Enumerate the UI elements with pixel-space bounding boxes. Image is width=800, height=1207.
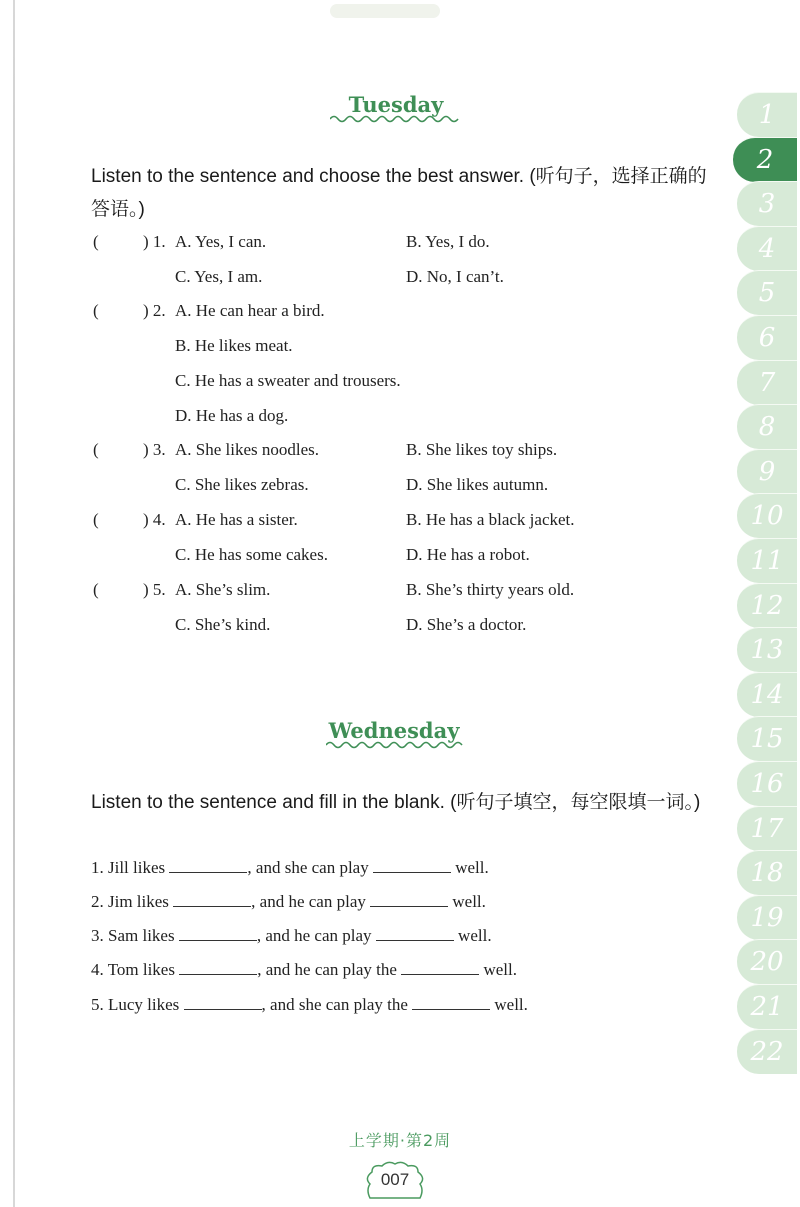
blank-input[interactable] — [401, 960, 479, 975]
option-b: B. She’s thirty years old. — [406, 580, 575, 599]
wednesday-instruction: Listen to the sentence and fill in the blank. (听句子填空，每空限填一词。) — [91, 792, 701, 813]
tab-week-17[interactable]: 17 — [737, 806, 797, 851]
answer-bracket[interactable]: ( — [93, 510, 99, 529]
fill-item-4 — [91, 960, 517, 980]
fill-item-1 — [91, 858, 489, 878]
book-spine-shadow — [13, 0, 15, 1207]
blank-input[interactable] — [373, 858, 451, 873]
option-a: A. He has a sister. — [175, 510, 298, 529]
question-number: ) 5. — [143, 580, 166, 599]
tab-week-14[interactable]: 14 — [737, 672, 797, 717]
option-d: D. He has a dog. — [175, 406, 289, 425]
tab-week-6[interactable]: 6 — [737, 315, 797, 360]
item-text: 4. Tom likes — [91, 960, 180, 979]
option-a: A. She likes noodles. — [175, 440, 320, 459]
week-tabs — [737, 92, 800, 1082]
option-d: D. She’s a doctor. — [406, 615, 527, 634]
tab-week-10[interactable]: 10 — [737, 493, 797, 538]
item-text: 2. Jim likes — [91, 892, 174, 911]
wednesday-wave-underline — [326, 740, 466, 750]
tab-week-9[interactable]: 9 — [737, 449, 797, 494]
answer-bracket[interactable]: ( — [93, 580, 99, 599]
item-text: , and she can play the — [261, 995, 413, 1014]
item-text: well. — [450, 858, 489, 877]
option-d: D. No, I can’t. — [406, 267, 504, 286]
tab-week-22[interactable]: 22 — [737, 1029, 797, 1074]
tab-week-12[interactable]: 12 — [737, 583, 797, 628]
tab-week-1[interactable]: 1 — [737, 92, 797, 137]
tuesday-title: Tuesday — [348, 92, 444, 117]
question-number: ) 1. — [143, 232, 166, 251]
option-c: C. He has some cakes. — [175, 545, 328, 564]
option-d: D. She likes autumn. — [406, 475, 549, 494]
tab-week-11[interactable]: 11 — [737, 538, 797, 583]
item-text: well. — [479, 960, 517, 979]
option-b: B. Yes, I do. — [406, 232, 490, 251]
tab-week-3[interactable]: 3 — [737, 181, 797, 226]
answer-bracket[interactable]: ( — [93, 440, 99, 459]
item-text: 1. Jill likes — [91, 858, 170, 877]
option-b: B. He likes meat. — [175, 336, 293, 355]
option-a: A. He can hear a bird. — [175, 301, 325, 320]
option-b: B. He has a black jacket. — [406, 510, 575, 529]
option-b: B. She likes toy ships. — [406, 440, 558, 459]
tab-week-5[interactable]: 5 — [737, 270, 797, 315]
option-a: A. Yes, I can. — [175, 232, 267, 251]
fill-item-2 — [91, 892, 486, 912]
blank-input[interactable] — [184, 995, 262, 1010]
tab-week-13[interactable]: 13 — [737, 627, 797, 672]
tab-week-4[interactable]: 4 — [737, 226, 797, 271]
item-text: , and he can play — [256, 926, 376, 945]
item-text: , and he can play the — [257, 960, 402, 979]
option-d: D. He has a robot. — [406, 545, 530, 564]
option-c: C. She likes zebras. — [175, 475, 309, 494]
item-text: well. — [453, 926, 492, 945]
blank-input[interactable] — [179, 960, 257, 975]
header-smudge — [330, 4, 440, 18]
question-number: ) 4. — [143, 510, 166, 529]
wednesday-title: Wednesday — [328, 718, 460, 743]
page-number-badge — [360, 1160, 430, 1200]
tab-week-21[interactable]: 21 — [737, 984, 797, 1029]
item-text: , and she can play — [247, 858, 373, 877]
answer-bracket[interactable]: ( — [93, 301, 99, 320]
blank-input[interactable] — [173, 892, 251, 907]
question-number: ) 2. — [143, 301, 166, 320]
blank-input[interactable] — [370, 892, 448, 907]
item-text: 3. Sam likes — [91, 926, 179, 945]
tab-week-18[interactable]: 18 — [737, 850, 797, 895]
option-a: A. She’s slim. — [175, 580, 271, 599]
answer-bracket[interactable]: ( — [93, 232, 99, 251]
blank-input[interactable] — [376, 926, 454, 941]
tab-week-2[interactable]: 2 — [733, 137, 797, 182]
footer-term-label: 上学期·第2周 — [348, 1131, 452, 1150]
tuesday-wave-underline — [330, 114, 462, 124]
option-c: C. He has a sweater and trousers. — [175, 371, 401, 390]
item-text: , and he can play — [251, 892, 371, 911]
tuesday-instruction: Listen to the sentence and choose the best answer. (听句子，选择正确的答语。) — [91, 166, 707, 220]
tab-week-19[interactable]: 19 — [737, 895, 797, 940]
page-number: 007 — [380, 1170, 410, 1189]
option-c: C. She’s kind. — [175, 615, 271, 634]
tab-week-20[interactable]: 20 — [737, 939, 797, 984]
option-c: C. Yes, I am. — [175, 267, 263, 286]
item-text: well. — [448, 892, 486, 911]
question-number: ) 3. — [143, 440, 166, 459]
tab-week-15[interactable]: 15 — [737, 716, 797, 761]
tab-week-8[interactable]: 8 — [737, 404, 797, 449]
blank-input[interactable] — [179, 926, 257, 941]
item-text: well. — [490, 995, 528, 1014]
blank-input[interactable] — [169, 858, 247, 873]
fill-item-3 — [91, 926, 492, 946]
fill-item-5 — [91, 995, 528, 1015]
tab-week-16[interactable]: 16 — [737, 761, 797, 806]
blank-input[interactable] — [412, 995, 490, 1010]
item-text: 5. Lucy likes — [91, 995, 184, 1014]
tab-week-7[interactable]: 7 — [737, 360, 797, 405]
